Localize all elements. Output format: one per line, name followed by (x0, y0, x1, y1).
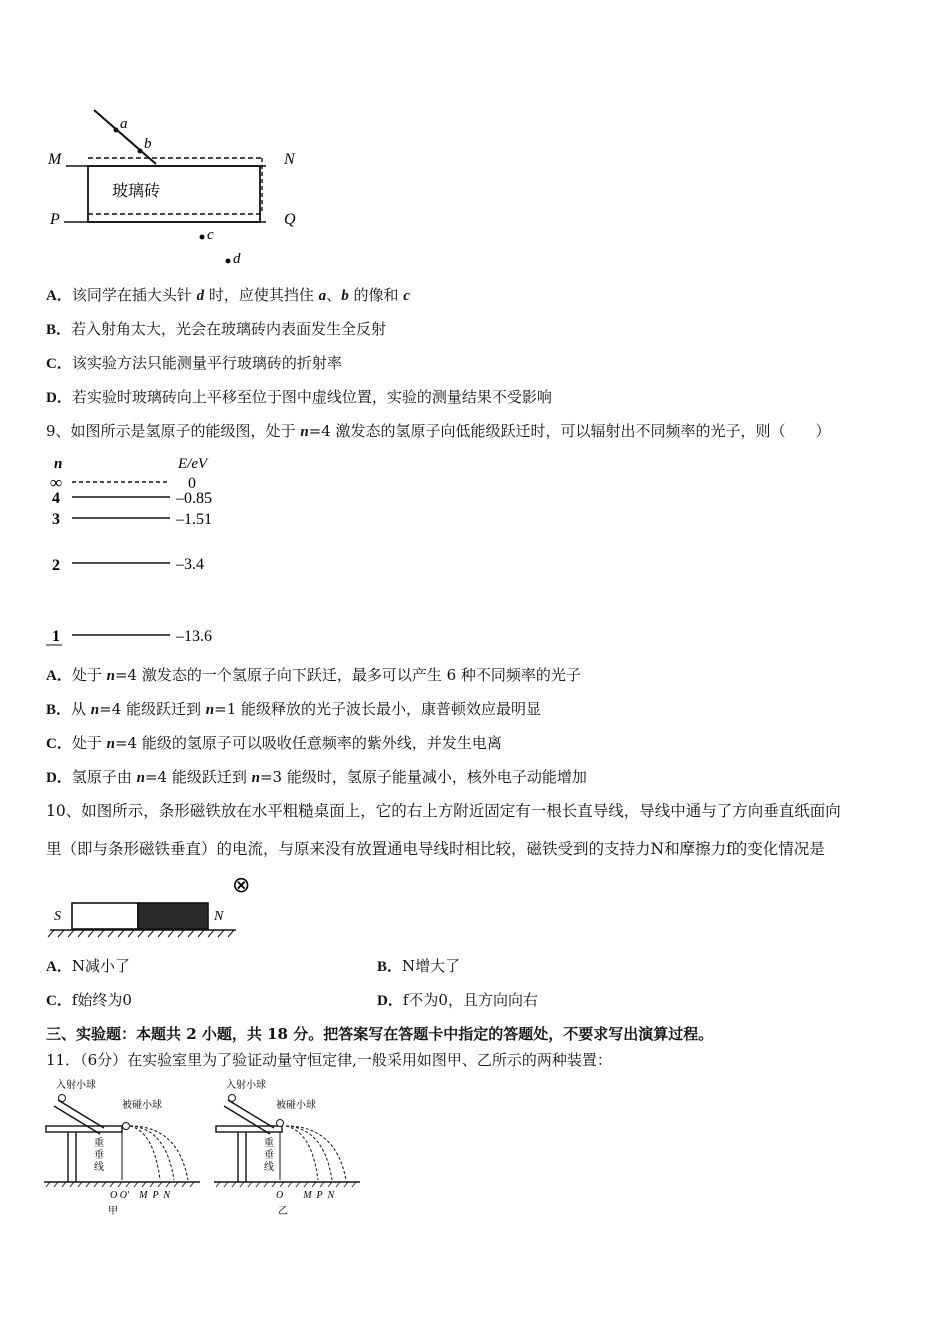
glass-brick-figure (44, 104, 314, 274)
e-header: E/eV (178, 456, 208, 472)
level-4-e: –0.85 (176, 490, 212, 507)
level-inf-n: ∞ (50, 473, 63, 492)
q8-option-d[interactable]: D．若实验时玻璃砖向上平移至位于图中虚线位置，实验的测量结果不受影响 (46, 388, 552, 406)
q8-option-a[interactable]: A．该同学在插大头针 d 时，应使其挡住 a、b 的像和 c (46, 286, 410, 304)
magnet-south-half (72, 903, 138, 929)
magnet-N-label: N (214, 909, 224, 924)
yi-incident-label: 入射小球 (226, 1080, 266, 1091)
level-inf-e: 0 (188, 475, 196, 492)
apparatus-jia-figure (44, 1076, 204, 1216)
magnet-figure (46, 870, 266, 942)
q8-option-b[interactable]: B．若入射角太大，光会在玻璃砖内表面发生全反射 (46, 320, 387, 338)
brick-label: 玻璃砖 (112, 181, 161, 200)
yi-target-label: 被碰小球 (276, 1100, 316, 1111)
level-1-n: 1 (52, 628, 60, 645)
jia-target-label: 被碰小球 (122, 1100, 162, 1111)
jia-plumb-3: 线 (94, 1162, 104, 1173)
level-2-e: –3.4 (176, 556, 204, 573)
jia-plumb-2: 垂 (94, 1150, 104, 1161)
q10-option-b[interactable]: B．N增大了 (377, 957, 461, 975)
jia-plumb-1: 重 (94, 1138, 104, 1149)
magnet-north-half (138, 903, 208, 929)
q9-option-d[interactable]: D．氢原子由 n=4 能级跃迁到 n=3 能级时，氢原子能量减小，核外电子动能增加 (46, 768, 587, 786)
yi-points: O M P N (276, 1190, 335, 1201)
yi-plumb-3: 线 (264, 1162, 274, 1173)
label-c: c (207, 227, 214, 243)
pin-a (114, 128, 119, 133)
label-d: d (233, 251, 241, 267)
jia-incident-label: 入射小球 (56, 1080, 96, 1091)
q9-option-a[interactable]: A．处于 n=4 激发态的一个氢原子向下跃迁，最多可以产生 6 种不同频率的光子 (46, 666, 581, 684)
label-b: b (144, 136, 152, 152)
pin-d (226, 259, 231, 264)
level-3-e: –1.51 (176, 511, 212, 528)
section-3-heading: 三、实验题：本题共 2 小题，共 18 分。把答案写在答题卡中指定的答题处，不要求写出演算过程。 (46, 1025, 714, 1043)
yi-plumb-2: 垂 (264, 1150, 274, 1161)
pin-b (138, 149, 143, 154)
q10-stem-line2: 里（即与条形磁铁垂直）的电流，与原来没有放置通电导线时相比较，磁铁受到的支持力N和摩擦力f的变化情况是 (46, 840, 825, 858)
level-2-n: 2 (52, 557, 60, 574)
q8-option-c[interactable]: C．该实验方法只能测量平行玻璃砖的折射率 (46, 354, 342, 372)
current-symbol: ⊗ (232, 873, 251, 898)
jia-points: O O′ M P N (110, 1190, 171, 1201)
apparatus-yi-figure (214, 1076, 374, 1216)
yi-caption: 乙 (278, 1206, 288, 1216)
q10-option-a[interactable]: A．N减小了 (46, 957, 130, 975)
label-a: a (120, 116, 128, 132)
q10-option-d[interactable]: D．f不为0，且方向向右 (377, 991, 538, 1009)
pin-c (200, 235, 205, 240)
label-Q: Q (284, 211, 296, 228)
q11-stem: 11．（6分）在实验室里为了验证动量守恒定律,一般采用如图甲、乙所示的两种装置： (46, 1051, 612, 1069)
level-1-e: –13.6 (176, 628, 212, 645)
label-N: N (284, 151, 295, 168)
q9-option-b[interactable]: B．从 n=4 能级跃迁到 n=1 能级释放的光子波长最小，康普顿效应最明显 (46, 700, 542, 718)
label-M: M (48, 151, 62, 168)
label-P: P (50, 211, 60, 228)
jia-caption: 甲 (108, 1206, 118, 1216)
n-header: n (54, 456, 63, 472)
q10-stem-line1: 10、如图所示，条形磁铁放在水平粗糙桌面上，它的右上方附近固定有一根长直导线，导线中通与了方向垂直纸面向 (46, 802, 841, 820)
q9-option-c[interactable]: C．处于 n=4 能级的氢原子可以吸收任意频率的紫外线，并发生电离 (46, 734, 502, 752)
magnet-S-label: S (54, 909, 61, 924)
level-3-n: 3 (52, 511, 60, 528)
energy-level-diagram (44, 452, 234, 652)
yi-plumb-1: 重 (264, 1138, 274, 1149)
q9-stem: 9、如图所示是氢原子的能级图，处于 n=4 激发态的氢原子向低能级跃迁时，可以辐射出不同频率的光子，则（ ） (46, 422, 831, 440)
q10-option-c[interactable]: C．f始终为0 (46, 991, 132, 1009)
level-4-n: 4 (52, 490, 60, 507)
